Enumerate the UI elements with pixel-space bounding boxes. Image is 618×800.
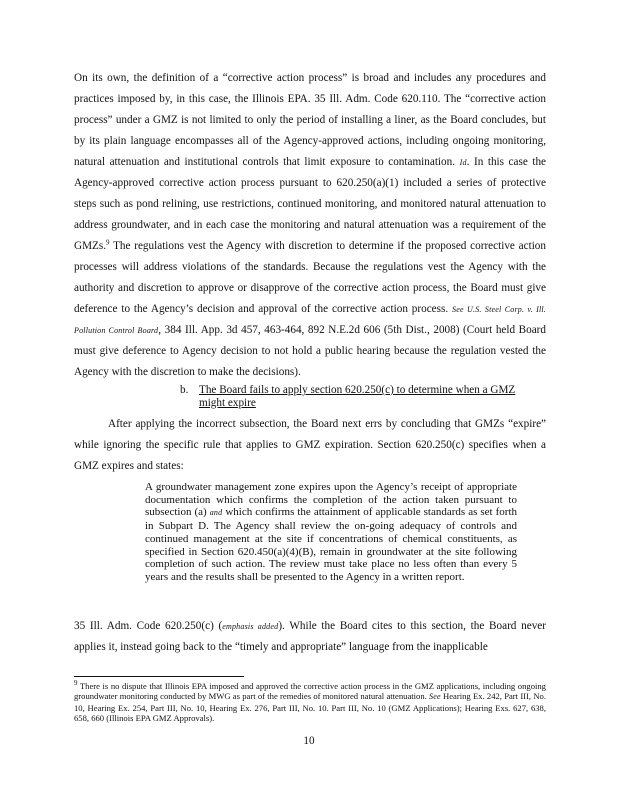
paragraph-board-never-applies	[74, 616, 546, 658]
footnote-see-signal: See	[429, 692, 441, 702]
footnote-9	[74, 681, 546, 724]
quote-text-a: A groundwater management zone expires upon the Agency’s receipt of appropriate documentation which confirms the completion of the action taken pursuant to subsection (a)	[145, 481, 517, 519]
paragraph-corrective-action-definition	[74, 68, 546, 383]
paragraph3-text-b: ). While the Board cites to this section, the Board never applies it, instead going back to the “timely and appropriate” language from the inapplicable	[74, 620, 546, 653]
quote-emphasis-and: and	[209, 508, 223, 518]
footnote-separator	[74, 676, 244, 677]
paragraph1-text-b: . In this case the Agency-approved corrective action process pursuant to 620.250(a)(1) included a series of protective steps such as pond relining, use restrictions, continued monitoring, and monitored natural attenuation to address groundwater, and in each case the monitoring and natural attenuation was a requirement of the GMZs.	[74, 156, 546, 252]
footnote-reference[interactable]: 9	[106, 238, 110, 247]
footnote-number: 9	[74, 679, 78, 688]
paragraph1-text-c: The regulations vest the Agency with discretion to determine if the proposed corrective action processes will address violations of the standards. Because the regulations vest the Agency with the authority and discretion to approve or disapprove of the corrective action process, the Board must give deference to the Agency’s decision and approval of the corrective action process.	[74, 240, 546, 315]
footnote-text-b: Hearing Ex. 242, Part III, No. 10, Hearing Ex. 254, Part III, No. 10, Hearing Ex. 276, Part III, No. 10. Part III, No. 10 (GMZ Applications); Hearing Exs. 627, 638, 658, 660 (Illinois EPA GMZ Approvals).	[74, 691, 546, 724]
heading-text: The Board fails to apply section 620.250(c) to determine when a GMZ might expire	[199, 384, 516, 409]
block-quote-620-250c	[145, 481, 517, 584]
paragraph1-text-d: , 384 Ill. App. 3d 457, 463-464, 892 N.E.2d 606 (5th Dist., 2008) (Court held Board must give deference to Agency decision to not hold a public hearing because the regulation vested the Agency with the discretion to make the decisions).	[74, 324, 546, 378]
emphasis-added-note: emphasis added	[222, 622, 279, 631]
footnote-text-a: There is no dispute that Illinois EPA imposed and approved the corrective action process in the GMZ applications, including ongoing groundwater monitoring conducted by MWG as part of the remedies of monitored natural attenuation.	[74, 681, 546, 702]
paragraph1-text-a: On its own, the definition of a “corrective action process” is broad and includes any procedures and practices imposed by, in this case, the Illinois EPA. 35 Ill. Adm. Code 620.110. The “corrective action process” under a GMZ is not limited to only the period of installing a liner, as the Board concludes, but by its plain language encompasses all of the Agency-approved actions, including ongoing monitoring, natural attenuation and institutional controls that limit exposure to contamination.	[74, 72, 546, 168]
heading-letter: b.	[180, 384, 189, 396]
quote-text-b: which confirms the attainment of applicable standards as set forth in Subpart D. The Agency shall review the on-going adequacy of controls and continued management at the site if concentrations of chemical constituents, as specified in Section 620.450(a)(4)(B), remain in groundwater at the site following completion of such action. The review must take place no less often than every 5 years and the results shall be presented to the Agency in a written report.	[145, 506, 518, 583]
paragraph-gmz-expiration: After applying the incorrect subsection, the Board next errs by concluding that GMZs “expire” while ignoring the specific rule that applies to GMZ expiration. Section 620.250(c) specifies when a GMZ expires and states:	[74, 418, 546, 472]
page-number: 10	[303, 735, 315, 747]
id-citation: Id	[459, 158, 467, 167]
case-citation: See U.S. Steel Corp. v. Ill. Pollution Control Board	[74, 305, 547, 335]
paragraph3-text-a: 35 Ill. Adm. Code 620.250(c) (	[74, 620, 223, 632]
